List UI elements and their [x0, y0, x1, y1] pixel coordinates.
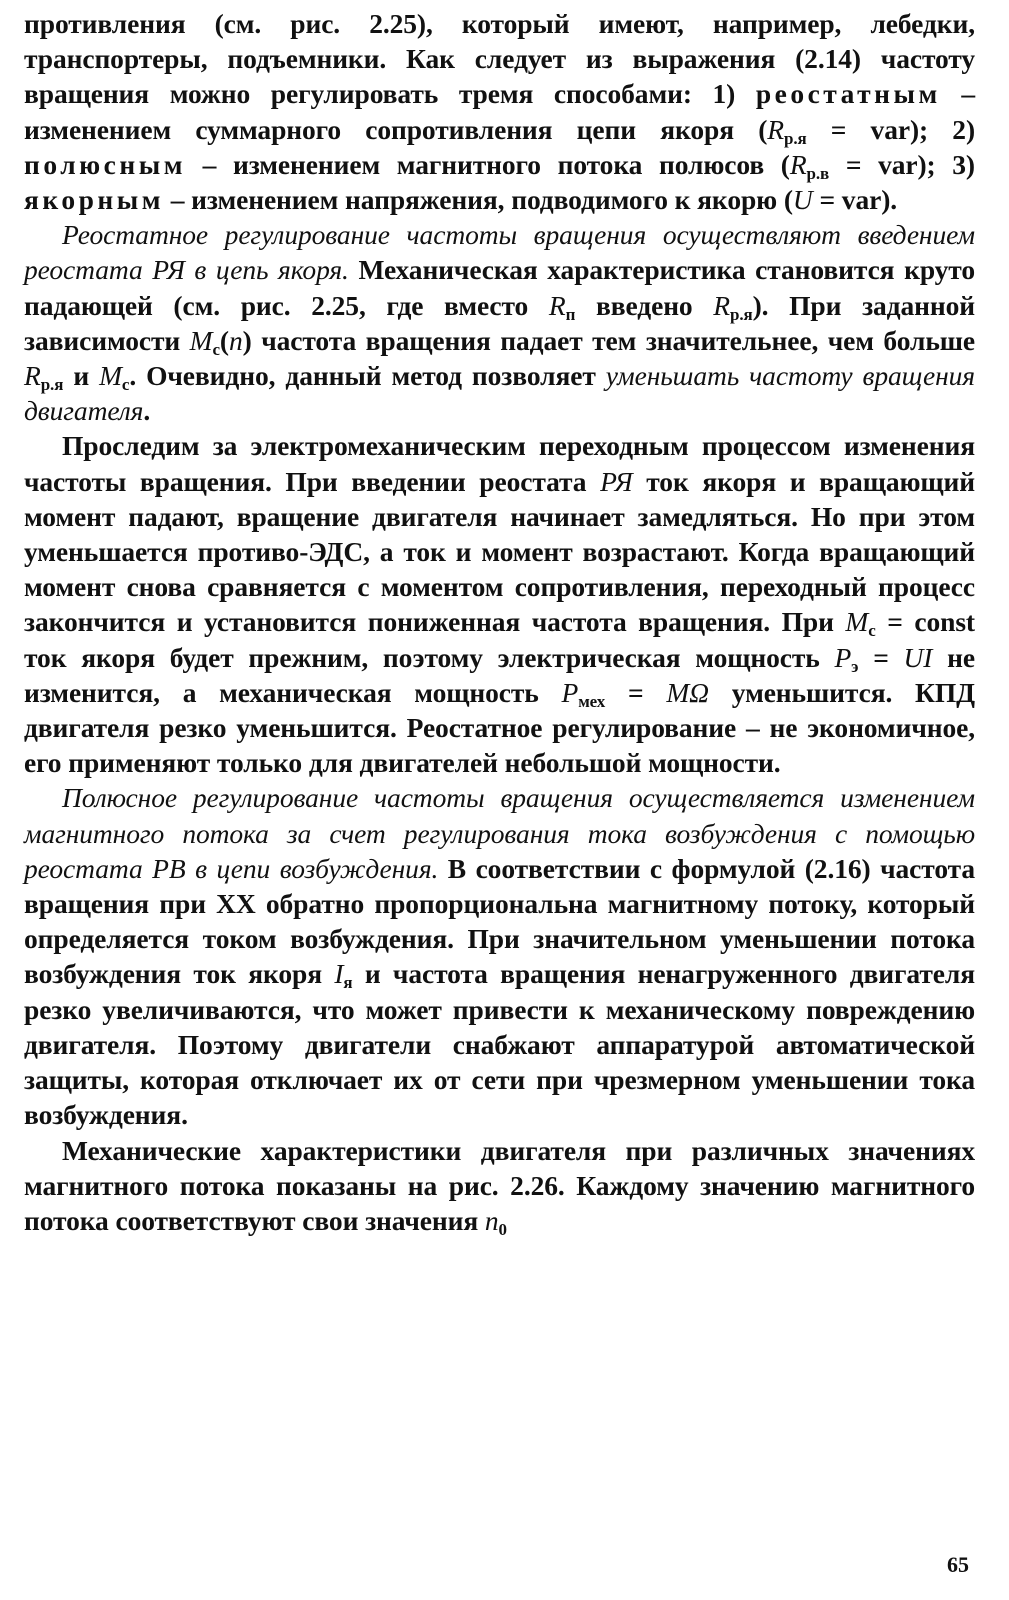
text-run: = const ток якоря будет прежним, поэтому электрическая мощность	[24, 606, 975, 673]
text-run: = var).	[812, 184, 898, 216]
italic-text: R	[713, 289, 730, 321]
italic-text: UI	[903, 641, 933, 673]
italic-text: R	[24, 360, 41, 392]
subscript: п	[565, 304, 576, 324]
subscript: мех	[578, 691, 606, 711]
paragraph-5	[24, 1133, 975, 1239]
italic-text: R	[548, 289, 566, 321]
italic-text: I	[334, 958, 344, 990]
text-run: (	[219, 324, 229, 356]
text-run: противления (см. рис. 2.25), который имеют, например, лебедки, транспортеры, подъемники. Как следует из выражения (2.14) частоту вращения можно регулировать тремя способами: 1)	[24, 8, 975, 110]
paragraph-3	[24, 428, 975, 780]
paragraph-1	[24, 6, 975, 217]
subscript: c	[212, 339, 220, 359]
text-run: .	[143, 395, 151, 427]
text-run: Механические характеристики двигателя при различных значениях магнитного потока показаны на рис. 2.26. Каждому значению магнитного потока соответствуют свои значения	[24, 1134, 975, 1236]
page-number: 65	[947, 1552, 969, 1577]
text-run: и частота вращения ненагруженного двигателя резко увеличиваются, что может привести к механическому повреждению двигателя. Поэтому двигатели снабжают аппаратурой автоматической защиты, которая отключает их от сети при чрезмерном уменьшении тока возбуждения.	[24, 958, 975, 1131]
subscript: 0	[498, 1219, 507, 1239]
text-run: – изменением напряжения, подводимого к якорю (	[163, 184, 793, 216]
italic-text: P	[561, 676, 579, 708]
subscript: р.я	[40, 375, 64, 395]
italic-text: уменьшать частоту вращения двигателя	[24, 360, 975, 427]
subscript: э	[851, 656, 859, 676]
text-run: Механическая характеристика становится круто падающей (см. рис. 2.25, где вместо	[24, 254, 976, 321]
text-run: Проследим за электромеханическим переходным процессом изменения частоты вращения. При введении реостата	[24, 430, 975, 497]
text-run: ток якоря и вращающий момент падают, вращение двигателя начинает замедляться. Но при этом уменьшается противо-ЭДС, а ток и момент возрастают. Когда вращающий момент снова сравняется с моментом сопротивления, переходный процесс закончится и установится пониженная частота вращения. При	[24, 465, 975, 638]
italic-text: M	[845, 606, 869, 638]
text-run: ). При заданной зависимости	[24, 289, 976, 356]
text-run: не изменится, а механическая мощность	[24, 641, 975, 708]
text-run: = var); 2)	[806, 113, 975, 145]
subscript: я	[343, 973, 353, 993]
italic-text: U	[792, 184, 813, 216]
italic-text: Полюсное регулирование частоты вращения осуществляется изменением магнитного потока за счет регулирования тока возбуждения с помощью реостата РВ в цепи возбуждения.	[24, 782, 975, 884]
subscript: c	[868, 621, 876, 641]
text-run: введено	[575, 289, 714, 321]
italic-text: Реостатное регулирование частоты вращения осуществляют введением реостата РЯ в цепь якоря.	[24, 219, 975, 286]
text-run: – изменением суммарного сопротивления цепи якоря (	[24, 78, 975, 145]
text-run: = var); 3)	[829, 148, 975, 180]
paragraph-4	[24, 780, 975, 1132]
paragraph-2	[24, 217, 975, 428]
text-run: и	[63, 360, 100, 392]
subscript: р.я	[783, 128, 807, 148]
text-run: В соответствии с формулой (2.16) частота вращения при ХХ обратно пропорциональна магнитному потоку, который определяется током возбуждения. При значительном уменьшении потока возбуждения ток якоря	[24, 852, 975, 990]
subscript: р.в	[806, 163, 830, 183]
italic-text: MΩ	[666, 676, 709, 708]
italic-text: РЯ	[600, 465, 633, 497]
italic-text: P	[834, 641, 852, 673]
spaced-term: реостатным	[755, 78, 941, 110]
italic-text: M	[99, 360, 122, 392]
text-run: =	[858, 641, 904, 673]
text-run: ) частота вращения падает тем значительнее, чем больше	[242, 324, 975, 356]
italic-text: R	[789, 148, 807, 180]
text-run: . Очевидно, данный метод позволяет	[129, 360, 606, 392]
body-text	[24, 6, 975, 1238]
spaced-term: полюсным	[24, 148, 186, 180]
spaced-term: якорным	[24, 184, 164, 216]
italic-text: M	[189, 324, 213, 356]
text-run: =	[605, 676, 667, 708]
subscript: c	[121, 375, 130, 395]
subscript: р.я	[730, 304, 753, 324]
italic-text: R	[767, 113, 784, 145]
italic-text: n	[228, 324, 243, 356]
text-run: уменьшится. КПД двигателя резко уменьшится. Реостатное регулирование – не экономичное, его применяют только для двигателей небольшой мощности.	[24, 676, 976, 779]
italic-text: n	[484, 1204, 499, 1236]
text-run: – изменением магнитного потока полюсов (	[185, 148, 790, 180]
